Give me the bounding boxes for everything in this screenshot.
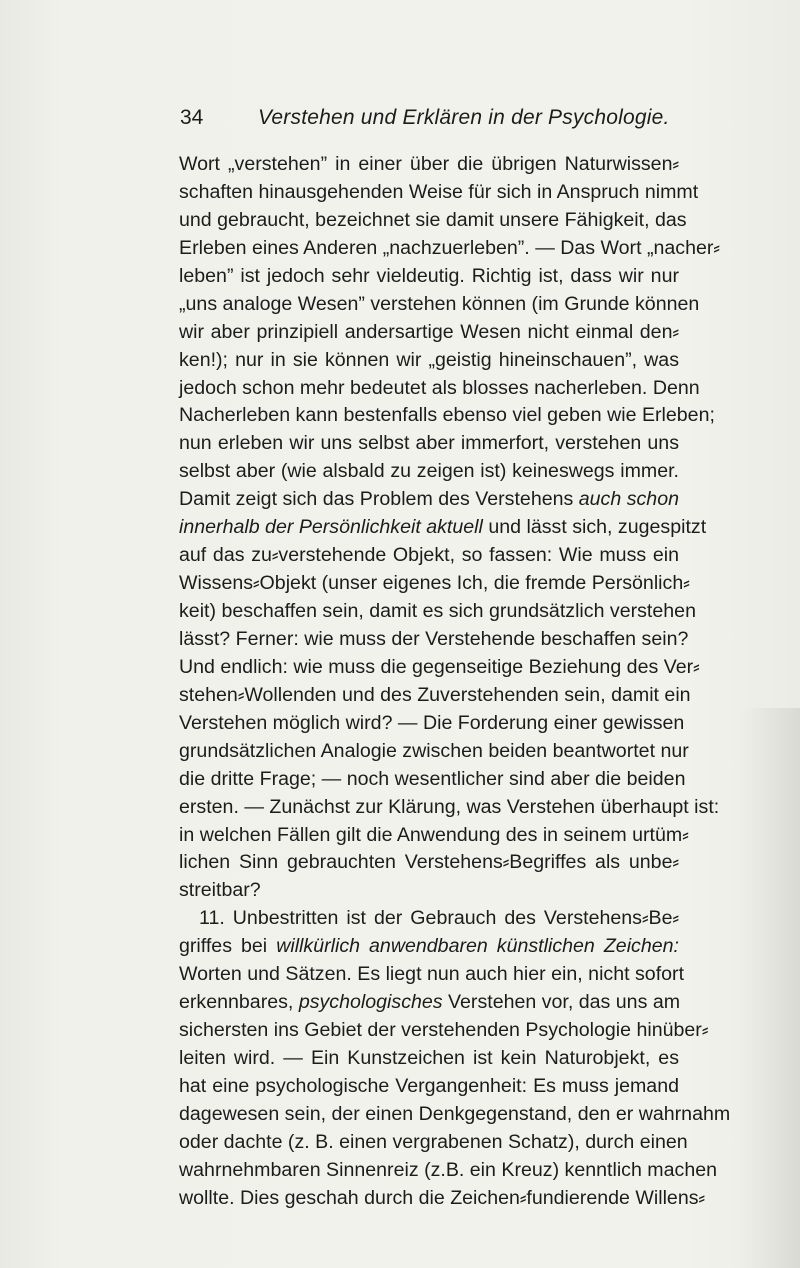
- page-number: 34: [180, 106, 204, 129]
- text-segment: Damit zeigt sich das Problem des Verstehens: [179, 488, 579, 511]
- text-line: [179, 570, 690, 598]
- text-line: [179, 179, 699, 207]
- text-line: [179, 235, 720, 263]
- text-segment: lässt? Ferner: wie muss der Verstehende beschaffen sein?: [179, 627, 689, 650]
- text-segment: streitbar?: [179, 879, 261, 902]
- text-segment: selbst aber (wie alsbald zu zeigen ist) keineswegs immer.: [179, 460, 679, 483]
- text-segment: nun erleben wir uns selbst aber immerfort, verstehen uns: [179, 432, 679, 455]
- text-segment: Erleben eines Anderen „nachzuerleben”. — Das Wort „nacher⸗: [179, 236, 720, 259]
- text-line: [179, 486, 679, 514]
- text-line: [179, 1073, 679, 1101]
- text-line: [179, 1185, 706, 1213]
- italic-text-segment: innerhalb der Persönlichkeit aktuell: [179, 516, 483, 539]
- text-line: [179, 682, 691, 710]
- text-segment: Verstehen vor, das uns am: [442, 991, 681, 1014]
- text-segment: wahrnehmbaren Sinnenreiz (z.B. ein Kreuz) kenntlich machen: [179, 1158, 718, 1181]
- text-segment: jedoch schon mehr bedeutet als blosses nacherleben. Denn: [179, 376, 700, 399]
- body-text: [179, 151, 731, 1213]
- italic-text-segment: auch schon: [578, 488, 679, 511]
- text-segment: Wort „verstehen” in einer über die übrigen Naturwissen⸗: [179, 153, 679, 175]
- text-segment: Und endlich: wie muss die gegenseitige Beziehung des Ver⸗: [179, 655, 700, 678]
- text-line: [179, 1017, 709, 1045]
- italic-text-segment: psychologisches: [298, 991, 443, 1014]
- text-line: [179, 151, 679, 179]
- text-segment: Worten und Sätzen. Es liegt nun auch hier ein, nicht sofort: [179, 963, 685, 986]
- text-line: [179, 849, 679, 877]
- running-title: Verstehen und Erklären in der Psychologie.: [258, 106, 670, 129]
- text-segment: lichen Sinn gebrauchten Verstehens⸗Begriffes als unbe⸗: [179, 851, 679, 874]
- text-segment: griffes bei: [179, 935, 277, 958]
- text-line: [179, 291, 700, 319]
- text-line: [179, 626, 689, 654]
- text-segment: keit) beschaffen sein, damit es sich grundsätzlich verstehen: [179, 600, 696, 622]
- text-line: [179, 263, 679, 291]
- page-header: [180, 106, 680, 136]
- text-segment: und gebraucht, bezeichnet sie damit unsere Fähigkeit, das: [179, 208, 687, 231]
- text-segment: erkennbares,: [179, 991, 299, 1014]
- text-line: [179, 766, 686, 794]
- text-segment: leiten wird. — Ein Kunstzeichen ist kein Naturobjekt, es: [179, 1047, 679, 1069]
- text-line: [179, 375, 700, 403]
- text-line: [179, 654, 700, 682]
- text-segment: oder dachte (z. B. einen vergrabenen Schatz), durch einen: [179, 1130, 688, 1153]
- text-line: [179, 989, 679, 1017]
- text-segment: leben” ist jedoch sehr vieldeutig. Richtig ist, dass wir nur: [179, 264, 679, 287]
- text-line: [179, 1045, 679, 1073]
- text-line: [179, 1129, 688, 1157]
- text-segment: grundsätzlichen Analogie zwischen beiden beantwortet nur: [179, 739, 689, 762]
- text-segment: und lässt sich, zugespitzt: [482, 516, 707, 539]
- text-segment: wollte. Dies geschah durch die Zeichen⸗fundierende Willens⸗: [179, 1186, 706, 1209]
- text-segment: schaften hinausgehenden Weise für sich in Anspruch nimmt: [179, 180, 699, 203]
- text-segment: 11. Unbestritten ist der Gebrauch des Verstehens⸗Be⸗: [199, 907, 679, 930]
- page-edge-shadow: [740, 708, 800, 1268]
- text-segment: in welchen Fällen gilt die Anwendung des in seinem urtüm⸗: [179, 823, 689, 846]
- text-line: [179, 430, 679, 458]
- text-line: [179, 877, 679, 905]
- text-segment: die dritte Frage; — noch wesentlicher sind aber die beiden: [179, 767, 686, 790]
- text-segment: Wissens⸗Objekt (unser eigenes Ich, die fremde Persönlich⸗: [179, 572, 690, 595]
- text-line: [179, 347, 679, 375]
- text-line: [179, 402, 715, 430]
- text-line: [179, 1157, 718, 1185]
- text-segment: ersten. — Zunächst zur Klärung, was Verstehen überhaupt ist:: [179, 795, 720, 818]
- text-line: [179, 1101, 731, 1129]
- text-line: [179, 542, 679, 570]
- text-line: [179, 933, 679, 961]
- text-segment: dagewesen sein, der einen Denkgegenstand, den er wahrnahm: [179, 1102, 731, 1125]
- text-line: [179, 905, 679, 933]
- text-segment: sichersten ins Gebiet der verstehenden Psychologie hinüber⸗: [179, 1019, 709, 1042]
- text-segment: „uns analoge Wesen” verstehen können (im Grunde können: [179, 292, 700, 315]
- text-line: [179, 961, 685, 989]
- text-segment: Nacherleben kann bestenfalls ebenso viel geben wie Erleben;: [179, 404, 715, 427]
- text-segment: wir aber prinzipiell andersartige Wesen nicht einmal den⸗: [179, 320, 679, 343]
- text-segment: ken!); nur in sie können wir „geistig hineinschauen”, was: [179, 348, 679, 371]
- text-segment: auf das zu⸗verstehende Objekt, so fassen: Wie muss ein: [179, 544, 679, 567]
- text-line: [179, 794, 720, 822]
- text-line: [179, 514, 707, 542]
- text-line: [179, 207, 687, 235]
- italic-text-segment: willkürlich anwendbaren künstlichen Zeichen:: [276, 935, 679, 958]
- text-line: [179, 822, 689, 850]
- text-line: [179, 319, 679, 347]
- text-line: [179, 738, 689, 766]
- text-line: [179, 458, 679, 486]
- text-segment: Verstehen möglich wird? — Die Forderung einer gewissen: [179, 711, 685, 734]
- text-line: [179, 710, 685, 738]
- text-segment: stehen⸗Wollenden und des Zuverstehenden sein, damit ein: [179, 683, 691, 706]
- text-line: [179, 598, 696, 626]
- text-segment: hat eine psychologische Vergangenheit: Es muss jemand: [179, 1074, 679, 1097]
